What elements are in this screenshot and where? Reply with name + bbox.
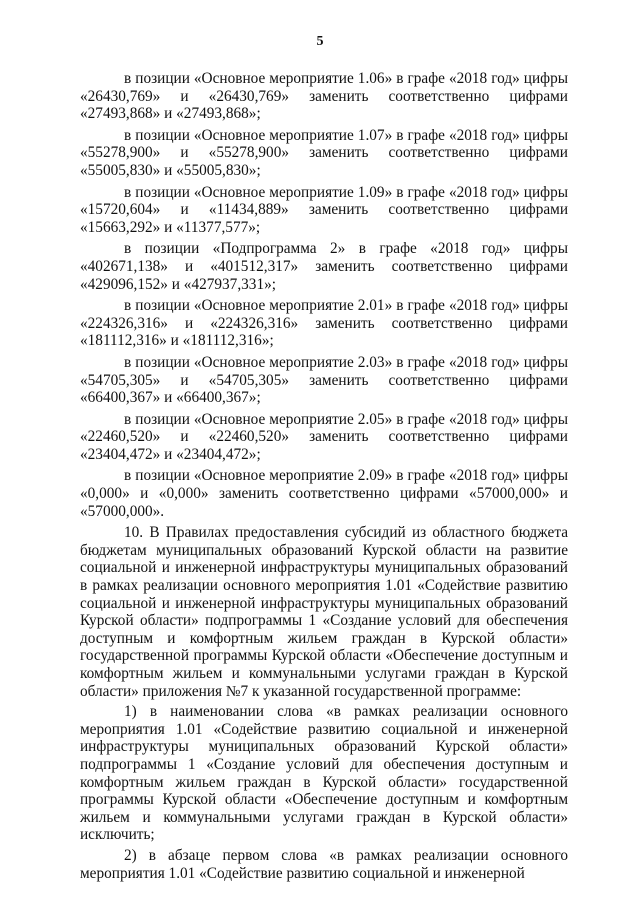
paragraph-subitem-1: 1) в наименовании слова «в рамках реализации основного мероприятия 1.01 «Содействие развитию социальной и инженерной инфраструктуры муниципальных образований Курской области» подпрограммы 1 «Создание условий для обеспечения доступным и комфортным жильем граждан в Курской области» государственной программы Курской области «Обеспечение доступным и комфортным жильем и коммунальными услугами граждан в Курской области» исключить;: [80, 703, 568, 844]
paragraph-item-1-07: в позиции «Основное мероприятие 1.07» в графе «2018 год» цифры «55278,900» и «55278,900» заменить соответственно цифрами «55005,830» и «55005,830»;: [80, 126, 568, 179]
paragraph-subitem-2: 2) в абзаце первом слова «в рамках реализации основного мероприятия 1.01 «Содействие развитию социальной и инженерной: [80, 846, 568, 882]
paragraph-item-2-03: в позиции «Основное мероприятие 2.03» в графе «2018 год» цифры «54705,305» и «54705,305» заменить соответственно цифрами «66400,367» и «66400,367»;: [80, 353, 568, 407]
paragraph-subprogram-2: в позиции «Подпрограмма 2» в графе «2018 год» цифры «402671,138» и «401512,317» заменить соответственно цифрами «429096,152» и «427937,331»;: [80, 240, 568, 293]
paragraph-item-2-09: в позиции «Основное мероприятие 2.09» в графе «2018 год» цифры «0,000» и «0,000» заменить соответственно цифрами «57000,000» и «57000,000».: [80, 467, 568, 520]
paragraph-section-10: 10. В Правилах предоставления субсидий из областного бюджета бюджетам муниципальных образований Курской области на развитие социальной и инженерной инфраструктуры муниципальных образований в рамках реализации основного мероприятия 1.01 «Содействие развитию социальной и инженерной инфраструктуры муниципальных образований Курской области» подпрограммы 1 «Создание условий для обеспечения доступным и комфортным жильем граждан в Курской области» государственной программы Курской области «Обеспечение доступным и комфортным жильем и коммунальными услугами граждан в Курской области» приложения №7 к указанной государственной программе:: [80, 524, 568, 700]
paragraph-item-2-05: в позиции «Основное мероприятие 2.05» в графе «2018 год» цифры «22460,520» и «22460,520» заменить соответственно цифрами «23404,472» и «23404,472»;: [80, 410, 568, 463]
page-number: 5: [316, 34, 324, 49]
document-body: [80, 70, 568, 885]
paragraph-item-2-01: в позиции «Основное мероприятие 2.01» в графе «2018 год» цифры «224326,316» и «224326,316» заменить соответственно цифрами «181112,316» и «181112,316»;: [80, 297, 568, 350]
paragraph-item-1-06: в позиции «Основное мероприятие 1.06» в графе «2018 год» цифры «26430,769» и «26430,769» заменить соответственно цифрами «27493,868» и «27493,868»;: [80, 70, 568, 123]
paragraph-item-1-09: в позиции «Основное мероприятие 1.09» в графе «2018 год» цифры «15720,604» и «11434,889» заменить соответственно цифрами «15663,292» и «11377,577»;: [80, 183, 568, 236]
